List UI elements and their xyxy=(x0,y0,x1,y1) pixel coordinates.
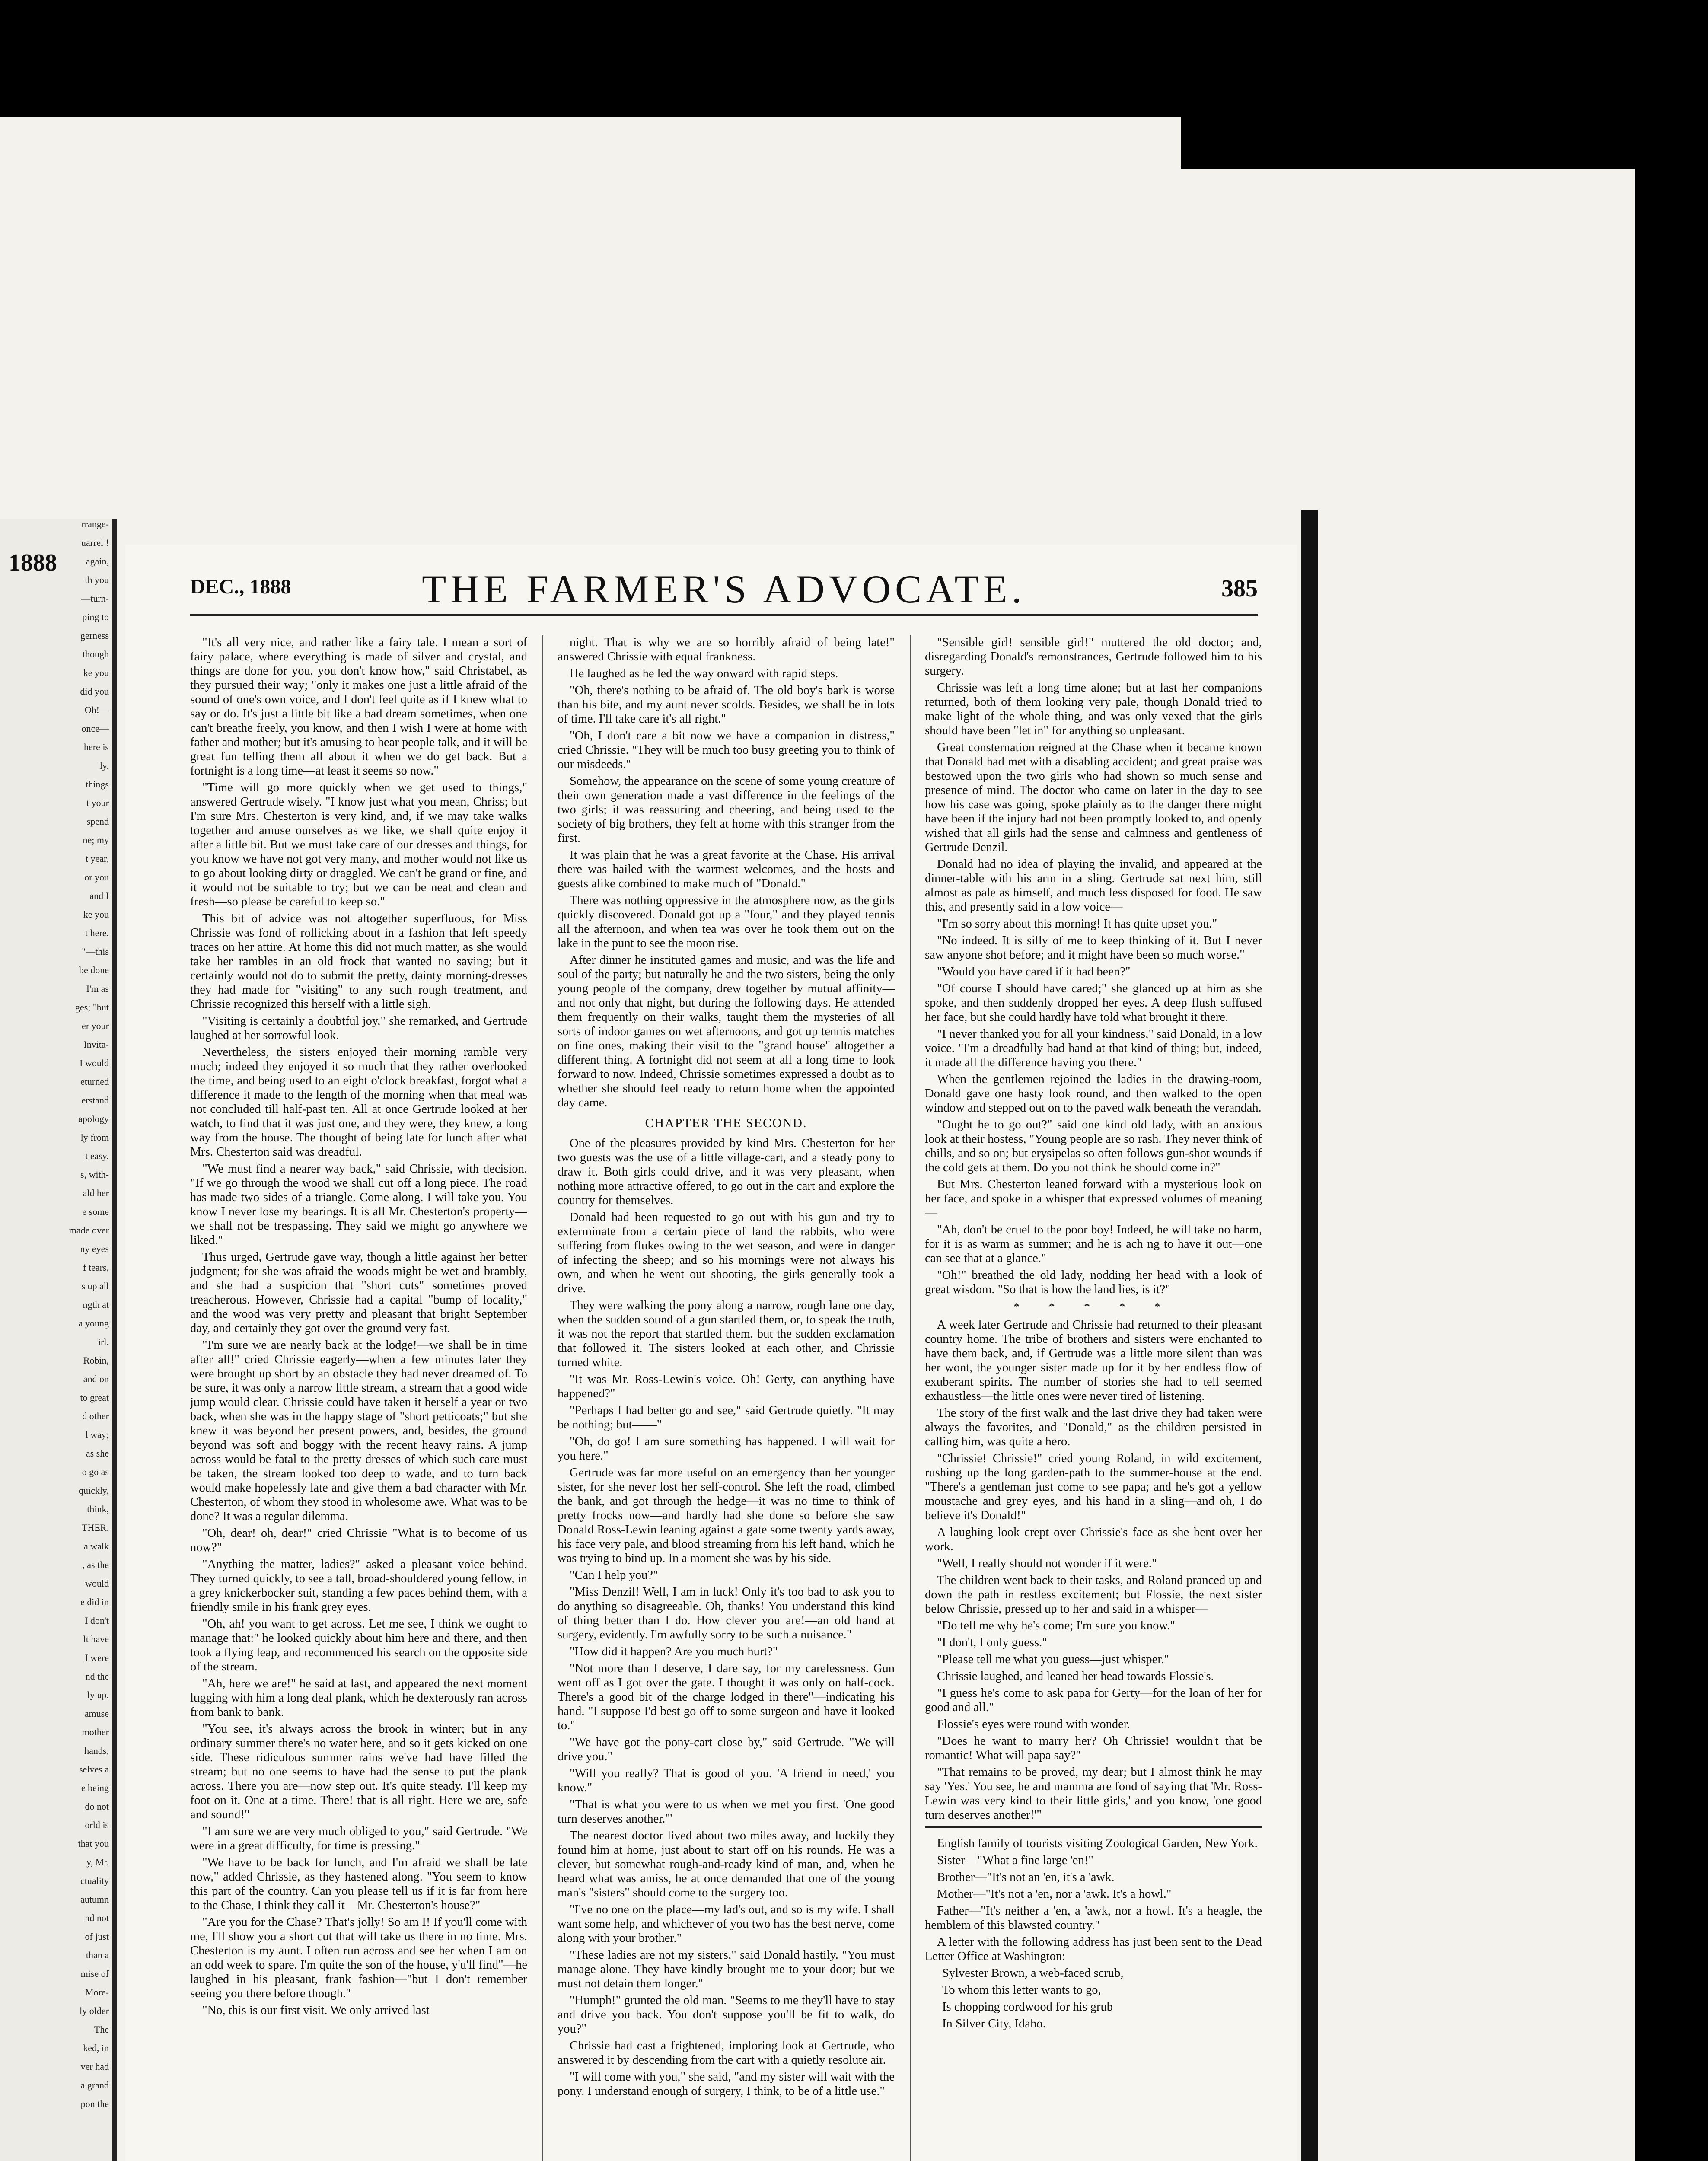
adjacent-page-line: or you xyxy=(84,872,109,883)
article-paragraph: "I don't, I only guess." xyxy=(937,1636,1047,1649)
article-paragraph: "Anything the matter, ladies?" asked a pleasant voice behind. They turned quickly, to see a tall, broad-shouldered young fellow, in a grey knickerbocker suit, standing a few paces behind them, with a friendly smile in his frank grey eyes. xyxy=(190,1558,527,1614)
adjacent-page-line: did you xyxy=(80,686,109,697)
article-paragraph: "Are you for the Chase? That's jolly! So am I! If you'll come with me, I'll show you a short cut that will take us there in no time. Mrs. Chesterton is my aunt. I often run across and see her when I am on an odd week to spare. I'm quite the son of the house, y'u'll find"—he laughed in his pleasant, frank fashion—"but I don't remember seeing you there before though." xyxy=(190,1916,527,2000)
adjacent-page-line: I would xyxy=(80,1058,109,1068)
adjacent-page-line: d other xyxy=(82,1411,109,1422)
adjacent-page-line: rrange- xyxy=(81,519,109,529)
page-number: 385 xyxy=(1221,575,1258,602)
adjacent-page-line: ke you xyxy=(83,667,109,678)
article-paragraph: When the gentlemen rejoined the ladies in the drawing-room, Donald gave one hasty look round, and then walked to the open window and stepped out on to the paved walk beneath the verandah. xyxy=(925,1073,1262,1115)
adjacent-page-line: f tears, xyxy=(83,1262,109,1273)
adjacent-page-line: nd not xyxy=(85,1912,109,1923)
adjacent-page-line: would xyxy=(85,1578,109,1589)
article-paragraph: The nearest doctor lived about two miles away, and luckily they found him at home, just about to start off on his rounds. He was a clever, but somewhat rough-and-ready kind of man, and, when he heard what was amiss, he at once demanded that one of the young man's "sisters" should come to the surgery too. xyxy=(558,1829,895,1900)
article-paragraph: "I've no one on the place—my lad's out, and so is my wife. I shall want some help, and whichever of you two has the best nerve, come along with your brother." xyxy=(558,1903,895,1945)
adjacent-page-line: The xyxy=(94,2024,109,2035)
article-paragraph: "Will you really? That is good of you. 'A friend in need,' you know." xyxy=(558,1767,895,1794)
adjacent-page-line: mise of xyxy=(80,1968,109,1979)
adjacent-page-fragment xyxy=(0,519,117,2161)
adjacent-page-line: than a xyxy=(86,1950,109,1960)
article-paragraph: "Oh, do go! I am sure something has happened. I will wait for you here." xyxy=(558,1435,895,1463)
article-paragraph: "Time will go more quickly when we get used to things," answered Gertrude wisely. "I know just what you mean, Chriss; but I'm sure Mrs. Chesterton is very kind, and, if we may take walks together and amuse ourselves as we like, we shall quite enjoy it after a little bit. But we must take care of our dresses and things, for you know we have not got very many, and mother would not like us to go about looking dirty or draggled. We can't be grand or fine, and it would not be suitable to try; but we can be neat and clean and fresh—so please be careful to keep so." xyxy=(190,781,527,908)
adjacent-page-line: ne; my xyxy=(83,835,109,845)
adjacent-page-line: irl. xyxy=(98,1336,109,1347)
adjacent-page-line: orld is xyxy=(85,1820,109,1830)
article-paragraph: "It's all very nice, and rather like a fairy tale. I mean a sort of fairy palace, where everything is made of silver and crystal, and things are done for you, you don't know how," said Christabel, as they pursued their way; "only it makes one just a little afraid of the sound of one's own voice, and I don't feel quite as if I knew what to say or do. It's just a little bit like a bad dream sometimes, when one can't breathe freely, you know, and then I wish I were at home with father and mother; but it's amusing to hear people talk, and it will be great fun telling them all about it when we do get back. But a fortnight is a long time—at least it seems so now." xyxy=(190,636,527,778)
adjacent-page-line: t easy, xyxy=(85,1151,109,1161)
adjacent-page-line: things xyxy=(86,779,109,790)
article-paragraph: "We have to be back for lunch, and I'm afraid we shall be late now," added Chrissie, as they hastened along. "You seem to know this part of the country. Can you please tell us if it is far from here to the Chase, I think they call it—Mr. Chesterton's house?" xyxy=(190,1856,527,1912)
verse-line: Is chopping cordwood for his grub xyxy=(942,2000,1113,2014)
article-paragraph: "Does he want to marry her? Oh Chrissie! wouldn't that be romantic! What will papa say?" xyxy=(925,1734,1262,1762)
article-paragraph: English family of tourists visiting Zoological Garden, New York. xyxy=(937,1837,1258,1850)
adjacent-page-line: ked, in xyxy=(83,2043,109,2053)
adjacent-page-line: ping to xyxy=(82,612,109,622)
adjacent-page-line: t year, xyxy=(85,853,109,864)
adjacent-page-line: THER. xyxy=(82,1522,109,1533)
article-paragraph: "Please tell me what you guess—just whisper." xyxy=(937,1653,1169,1666)
adjacent-page-line: spend xyxy=(86,816,109,827)
adjacent-page-text xyxy=(0,519,112,2110)
adjacent-page-line: t your xyxy=(86,797,109,808)
scan-border-top xyxy=(0,0,1708,117)
article-paragraph: "It was Mr. Ross-Lewin's voice. Oh! Gerty, can anything have happened?" xyxy=(558,1373,895,1400)
adjacent-page-line: ctuality xyxy=(80,1875,109,1886)
article-paragraph: "Sensible girl! sensible girl!" muttered the old doctor; and, disregarding Donald's remonstrances, Gertrude followed him to his surgery. xyxy=(925,636,1262,678)
article-paragraph: "No, this is our first visit. We only arrived last xyxy=(202,2004,430,2017)
adjacent-page-line: again, xyxy=(86,556,109,567)
adjacent-page-line: lt have xyxy=(83,1634,109,1645)
adjacent-page-line: do not xyxy=(85,1801,109,1812)
article-paragraph: "Not more than I deserve, I dare say, for my carelessness. Gun went off as I got over the gate. I thought it was only on half-cock. There's a good bit of the charge lodged in there"—indicating his hand. "I suppose I'd best go off to some surgeon and have it looked to." xyxy=(558,1662,895,1732)
adjacent-page-line: eturned xyxy=(80,1076,109,1087)
article-paragraph: "We must find a nearer way back," said Chrissie, with decision. "If we go through the wood we shall cut off a long piece. The road has made two sides of a triangle. Come along. I will take you. You know I never lose my bearings. It is all Mr. Chesterton's property—we shall not be trespassing. They said we might go anywhere we liked." xyxy=(190,1162,527,1247)
adjacent-page-line: amuse xyxy=(84,1708,109,1719)
article-paragraph: "Oh, there's nothing to be afraid of. The old boy's bark is worse than his bite, and my aunt never scolds. Besides, we shall be in lots of time. I'll take care it's all right." xyxy=(558,684,895,726)
adjacent-page-line: nd the xyxy=(85,1671,109,1682)
article-paragraph: The story of the first walk and the last drive they had taken were always the favorites, and "Donald," as the children persisted in calling him, was quite a hero. xyxy=(925,1406,1262,1448)
adjacent-page-line: o go as xyxy=(82,1466,109,1477)
masthead-title: THE FARMER'S ADVOCATE. xyxy=(422,567,1026,611)
adjacent-page-line: think, xyxy=(87,1504,109,1514)
article-paragraph: Donald had no idea of playing the invalid, and appeared at the dinner-table with his arm in a sling. Gertrude sat next him, still almost as pale as himself, and much less disposed for food. He saw this, and presently said in a low voice— xyxy=(925,857,1262,914)
page-header xyxy=(190,562,1258,616)
scan-border-right xyxy=(1635,0,1708,2161)
article-paragraph: The children went back to their tasks, and Roland pranced up and down the path in restless excitement; but Flossie, the next sister below Chrissie, pressed up to her and said in a whisper— xyxy=(925,1574,1262,1616)
adjacent-page-line: selves a xyxy=(79,1764,109,1775)
article-paragraph: Gertrude was far more useful on an emergency than her younger sister, for she never lost her self-control. She left the road, climbed the bank, and got through the hedge—it was no time to think of pretty frocks now—and hardly had she done so before she saw Donald Ross-Lewin leaning against a gate some twenty yards away, his face very pale, and blood streaming from his left hand, which he was trying to bind up. In a moment she was by his side. xyxy=(558,1466,895,1565)
article-paragraph: Flossie's eyes were round with wonder. xyxy=(937,1718,1130,1731)
article-paragraph: "Ah, don't be cruel to the poor boy! Indeed, he will take no harm, for it is as warm as summer; and he is ach ng to have it out—one can see that at a glance." xyxy=(925,1223,1262,1265)
article-paragraph: Brother—"It's not an 'en, it's a 'awk. xyxy=(937,1871,1115,1884)
article-paragraph: Father—"It's neither a 'en, a 'awk, nor a howl. It's a heagle, the hemblem of this blawsted country." xyxy=(925,1904,1262,1932)
article-paragraph: "How did it happen? Are you much hurt?" xyxy=(570,1645,778,1658)
adjacent-page-line: t here. xyxy=(85,928,109,938)
adjacent-page-line: ly. xyxy=(99,760,109,771)
article-paragraph: "Ah, here we are!" he said at last, and appeared the next moment lugging with him a long deal plank, which he dexterously ran across from bank to bank. xyxy=(190,1677,527,1719)
article-paragraph: This bit of advice was not altogether superfluous, for Miss Chrissie was fond of rollicking about in a fashion that left speedy traces on her attire. At home this did not much matter, as she would take her rambles in an old frock that wanted no saving; but it certainly would not do to submit the pretty, dainty morning-dresses they had made for "visiting" to any such rough treatment, and Chrissie recognized this herself with a little sigh. xyxy=(190,912,527,1011)
adjacent-page-line: ny eyes xyxy=(80,1243,109,1254)
article-paragraph: "Chrissie! Chrissie!" cried young Roland, in wild excitement, rushing up the long garden-path to the summer-house at the end. "There's a gentleman just come to see papa; and he's got a yellow moustache and grey eyes, and his hand in a sling—and oh, I do believe it's Donald!" xyxy=(925,1452,1262,1522)
adjacent-page-line: gerness xyxy=(80,630,109,641)
text-column-3 xyxy=(925,635,1262,2161)
newspaper-page xyxy=(125,545,1297,2161)
column-rule xyxy=(542,635,543,2161)
section-divider xyxy=(925,1826,1262,1828)
adjacent-page-line: Robin, xyxy=(83,1355,109,1366)
adjacent-page-line: s, with- xyxy=(80,1169,109,1180)
article-paragraph: Chrissie was left a long time alone; but at last her companions returned, both of them looking very pale, though Donald tried to make light of the whole thing, and was only vexed that the girls should have been "let in" for anything so unpleasant. xyxy=(925,681,1262,737)
adjacent-page-line: mother xyxy=(82,1727,109,1737)
adjacent-page-line: and I xyxy=(89,890,109,901)
text-column-1 xyxy=(190,635,527,2161)
section-break-stars: * * * * * xyxy=(1013,1300,1173,1314)
article-paragraph: "Oh, ah! you want to get across. Let me see, I think we ought to manage that:" he looked quickly about him here and there, and then took a flying leap, and recommenced his search on the opposite side of the stream. xyxy=(190,1617,527,1673)
adjacent-page-line: Oh!— xyxy=(84,704,109,715)
article-paragraph: "That remains to be proved, my dear; but I almost think he may say 'Yes.' You see, he and mamma are fond of saying that 'Mr. Ross-Lewin was very kind to their little girls,' and you know, 'one good turn deserves another!'" xyxy=(925,1766,1262,1822)
article-paragraph: Donald had been requested to go out with his gun and try to exterminate from a certain piece of land the rabbits, who were suffering from flukes owing to the wet season, and were in danger of infecting the sheep; and so his mornings were not always his own, and when he went out shooting, the girls generally took a drive. xyxy=(558,1211,895,1295)
adjacent-page-line: e did in xyxy=(80,1597,109,1607)
article-paragraph: "Oh!" breathed the old lady, nodding her head with a look of great wisdom. "So that is how the land lies, is it?" xyxy=(925,1269,1262,1296)
adjacent-page-line: I were xyxy=(85,1652,109,1663)
adjacent-page-line: th you xyxy=(85,574,109,585)
article-paragraph: "I'm sure we are nearly back at the lodge!—we shall be in time after all!" cried Chrissie eagerly—when a few minutes later they were brought up short by an obstacle they had never dreamed of. To be sure, it was only a narrow little stream, a stream that a good wide jump would clear. Chrissie could have taken it herself a year or two back, when she was in the happy stage of "short petticoats;" but she knew it was beyond her present powers, and, besides, the ground beyond was soft and boggy with the recent heavy rains. A jump across would be fatal to the pretty dresses of which such care must be taken, the stream looked too deep to wade, and to turn back would make hopelessly late and give them a bad character with Mr. Chesterton, of whom they stood in wholesome awe. What was to be done? It was a regular dilemma. xyxy=(190,1339,527,1523)
article-paragraph: "Visiting is certainly a doubtful joy," she remarked, and Gertrude laughed at her sorrowful look. xyxy=(190,1014,527,1042)
adjacent-page-line: though xyxy=(82,649,109,660)
adjacent-page-line: of just xyxy=(85,1931,109,1942)
verse-line: To whom this letter wants to go, xyxy=(942,1983,1101,1997)
article-paragraph: "Oh, I don't care a bit now we have a companion in distress," cried Chrissie. "They will be much too busy greeting you to think of our misdeeds." xyxy=(558,729,895,771)
adjacent-page-line: ngth at xyxy=(83,1299,109,1310)
article-paragraph: There was nothing oppressive in the atmosphere now, as the girls quickly discovered. Donald got up a "four," and they played tennis all the afternoon, and when tea was over he took them out on the lake in the punt to see the moon rise. xyxy=(558,894,895,950)
scan-border-top-right xyxy=(1181,117,1635,169)
article-paragraph: "These ladies are not my sisters," said Donald hastily. "You must manage alone. They have kindly brought me to your door; but we must not detain them longer." xyxy=(558,1948,895,1990)
adjacent-page-line: quickly, xyxy=(78,1485,109,1496)
article-paragraph: "I will come with you," she said, "and my sister will wait with the pony. I understand enough of surgery, I think, to be of a little use." xyxy=(558,2070,895,2098)
article-paragraph: Thus urged, Gertrude gave way, though a little against her better judgment; for she was afraid the woods might be wet and brambly, and she had a suspicion that "short cuts" sometimes proved treacherous. However, Chrissie had a capital "bump of locality," and the wood was very pretty and pleasant that bright September day, and certainly they got over the ground very fast. xyxy=(190,1250,527,1335)
article-paragraph: But Mrs. Chesterton leaned forward with a mysterious look on her face, and spoke in a whisper that expressed volumes of meaning— xyxy=(925,1178,1262,1220)
adjacent-page-line: ly up. xyxy=(87,1689,109,1700)
page-edge-shadow xyxy=(1301,510,1318,2161)
article-paragraph: They were walking the pony along a narrow, rough lane one day, when the sudden sound of a gun startled them, or, to speak the truth, it was not the report that startled them, but the sudden exclamation that followed it. The sisters looked at each other, and Chrissie turned white. xyxy=(558,1299,895,1369)
adjacent-page-line: hands, xyxy=(84,1745,109,1756)
article-paragraph: "Of course I should have cared;" she glanced up at him as she spoke, and then suddenly dropped her eyes. A deep flush suffused her face, but she could hardly have told what brought it there. xyxy=(925,982,1262,1024)
verse-line: Sylvester Brown, a web-faced scrub, xyxy=(942,1967,1124,1980)
adjacent-page-line: ges; "but xyxy=(75,1002,109,1013)
article-paragraph: Chrissie had cast a frightened, imploring look at Gertrude, who answered it by descending from the cart with a quietly resolute air. xyxy=(558,2039,895,2067)
article-paragraph: "Miss Denzil! Well, I am in luck! Only it's too bad to ask you to do anything so disagreeable. Oh, thanks! You understand this kind of thing better than I do. How clever you are!—an old hand at surgery, evidently. I'm awfully sorry to be such a nuisance." xyxy=(558,1585,895,1641)
adjacent-page-line: a walk xyxy=(83,1541,109,1552)
adjacent-page-line: as she xyxy=(86,1448,109,1459)
adjacent-page-line: —turn- xyxy=(81,593,109,604)
article-paragraph: After dinner he instituted games and music, and was the life and soul of the party; but naturally he and the two sisters, being the only young people of the company, drew together by mutual affinity—and not only that night, but during the following days. He attended them frequently on their walks, taught them the mysteries of all sorts of indoor games on wet afternoons, and got up tennis matches on fine ones, making their visit to the "grand house" altogether a different thing. A fortnight did not seem at all a long time to look forward to now. Indeed, Chrissie sometimes expressed a doubt as to whether she should feel ready to return home when the appointed day came. xyxy=(558,953,895,1109)
article-paragraph: Somehow, the appearance on the scene of some young creature of their own generation made a vast difference in the feelings of the two girls; it was reassuring and cheering, and being used to the society of big brothers, they felt at home with this stranger from the first. xyxy=(558,775,895,845)
adjacent-page-line: be done xyxy=(79,965,109,975)
adjacent-page-line: and on xyxy=(83,1374,109,1384)
adjacent-page-line: autumn xyxy=(80,1894,109,1905)
article-paragraph: "No indeed. It is silly of me to keep thinking of it. But I never saw anyone shot before; and it might have been so much worse." xyxy=(925,934,1262,962)
adjacent-page-line: that you xyxy=(78,1838,109,1849)
article-paragraph: He laughed as he led the way onward with rapid steps. xyxy=(570,667,838,680)
article-paragraph: Nevertheless, the sisters enjoyed their morning ramble very much; indeed they enjoyed it so much that they rather overlooked the time, and being used to an eight o'clock breakfast, forgot what a difference it made to the length of the morning when that meal was not concluded till half-past ten. All at once Gertrude looked at her watch, to find that it was just one, and they were, they knew, a long way from the house. The thought of being late for lunch after what Mrs. Chesterton said was dreadful. xyxy=(190,1045,527,1159)
article-paragraph: "Oh, dear! oh, dear!" cried Chrissie "What is to become of us now?" xyxy=(190,1527,527,1554)
adjacent-page-year: 1888 xyxy=(9,549,57,576)
adjacent-page-line: apology xyxy=(78,1113,109,1124)
adjacent-page-line: here is xyxy=(83,742,109,752)
issue-date: DEC., 1888 xyxy=(190,575,291,598)
adjacent-page-line: "—this xyxy=(82,946,109,957)
adjacent-page-line: erstand xyxy=(81,1095,109,1106)
adjacent-page-line: ly older xyxy=(80,2005,109,2016)
article-paragraph: "That is what you were to us when we met you first. 'One good turn deserves another.'" xyxy=(558,1798,895,1826)
verse-line: In Silver City, Idaho. xyxy=(942,2017,1046,2030)
adjacent-page-line: uarrel ! xyxy=(81,537,109,548)
article-paragraph: A letter with the following address has just been sent to the Dead Letter Office at Washington: xyxy=(925,1935,1262,1963)
article-paragraph: "Humph!" grunted the old man. "Seems to me they'll have to stay and drive you back. You don't suppose you'll be fit to walk, do you?" xyxy=(558,1994,895,2036)
chapter-heading: CHAPTER THE SECOND. xyxy=(645,1116,807,1130)
adjacent-page-line: pon the xyxy=(80,2098,109,2109)
adjacent-page-line: e some xyxy=(82,1206,109,1217)
adjacent-page-line: I don't xyxy=(85,1615,109,1626)
adjacent-page-line: s up all xyxy=(81,1281,109,1291)
adjacent-page-line: e being xyxy=(81,1782,109,1793)
article-paragraph: Chrissie laughed, and leaned her head towards Flossie's. xyxy=(937,1670,1214,1683)
article-paragraph: "We have got the pony-cart close by," said Gertrude. "We will drive you." xyxy=(558,1736,895,1763)
adjacent-page-line: Invita- xyxy=(83,1039,109,1050)
article-paragraph: "Well, I really should not wonder if it were." xyxy=(937,1557,1157,1570)
article-paragraph: A week later Gertrude and Chrissie had returned to their pleasant country home. The tribe of brothers and sisters were enchanted to have them back, and, if Gertrude was a little more silent than was her wont, the younger sister made up for it by her endless flow of exuberant spirits. The number of stories she had to tell seemed exhaustless—the little ones were never tired of listening. xyxy=(925,1318,1262,1403)
article-paragraph: "Do tell me why he's come; I'm sure you know." xyxy=(937,1619,1175,1632)
article-paragraph: Sister—"What a fine large 'en!" xyxy=(937,1854,1093,1867)
article-paragraph: "I'm so sorry about this morning! It has quite upset you." xyxy=(937,917,1217,931)
adjacent-page-line: y, Mr. xyxy=(86,1857,109,1868)
adjacent-page-line: a young xyxy=(78,1318,109,1329)
adjacent-page-line: er your xyxy=(82,1020,109,1031)
adjacent-page-line: once— xyxy=(81,723,109,734)
adjacent-page-line: made over xyxy=(69,1225,109,1236)
article-paragraph: "You see, it's always across the brook in winter; but in any ordinary summer there's no water here, and so it gets kicked on one side. These ridiculous summer rains we've had have filled the stream; but no one seems to have had the sense to put the plank across. There you are—now step out. It's quite steady. I'll keep my foot on it. One at a time. There! that is all right. Here we are, safe and sound!" xyxy=(190,1722,527,1821)
article-paragraph: "Perhaps I had better go and see," said Gertrude quietly. "It may be nothing; but——" xyxy=(558,1404,895,1431)
adjacent-page-line: ly from xyxy=(80,1132,109,1143)
article-paragraph: Mother—"It's not a 'en, nor a 'awk. It's a howl." xyxy=(937,1887,1172,1901)
article-paragraph: "Ought he to go out?" said one kind old lady, with an anxious look at their hostess, "Young people are so rash. They never think of chills, and so on; but erysipelas so often follows gun-shot wounds if the cold gets at them. Do you not think he should come in?" xyxy=(925,1118,1262,1174)
article-paragraph: "Can I help you?" xyxy=(570,1568,658,1582)
text-column-2 xyxy=(558,635,895,2161)
article-paragraph: "I am sure we are very much obliged to you," said Gertrude. "We were in a great difficulty, for time is pressing." xyxy=(190,1825,527,1852)
adjacent-page-line: I'm as xyxy=(86,983,109,994)
article-paragraph: night. That is why we are so horribly afraid of being late!" answered Chrissie with equal frankness. xyxy=(558,636,895,663)
article-paragraph: It was plain that he was a great favorite at the Chase. His arrival there was hailed with the warmest welcomes, and the hosts and guests alike combined to make much of "Donald." xyxy=(558,848,895,890)
adjacent-page-line: ver had xyxy=(80,2061,109,2072)
adjacent-page-line: l way; xyxy=(85,1429,109,1440)
adjacent-page-line: ald her xyxy=(83,1188,109,1198)
column-rule xyxy=(910,635,911,2161)
adjacent-page-line: , as the xyxy=(82,1559,109,1570)
adjacent-page-line: to great xyxy=(80,1392,109,1403)
article-paragraph: A laughing look crept over Chrissie's face as she bent over her work. xyxy=(925,1526,1262,1553)
article-paragraph: "I guess he's come to ask papa for Gerty—for the loan of her for good and all." xyxy=(925,1686,1262,1714)
article-paragraph: One of the pleasures provided by kind Mrs. Chesterton for her two guests was the use of a little village-cart, and a steady pony to draw it. Both girls could drive, and it was very pleasant, when nothing more attractive offered, to go out in the cart and explore the country for themselves. xyxy=(558,1137,895,1207)
adjacent-page-line: a grand xyxy=(80,2080,109,2091)
article-paragraph: Great consternation reigned at the Chase when it became known that Donald had met with a disabling accident; and great praise was bestowed upon the two girls who had shown so much sense and presence of mind. The doctor who came on later in the day to see how his case was going, spoke plainly as to the danger there might have been if the injury had not been promptly looked to, and openly wished that all girls had the sense and calmness and gentleness of Gertrude Denzil. xyxy=(925,741,1262,854)
article-paragraph: "Would you have cared if it had been?" xyxy=(937,965,1131,979)
adjacent-page-line: More- xyxy=(85,1987,109,1998)
adjacent-page-line: ke you xyxy=(83,909,109,920)
article-paragraph: "I never thanked you for all your kindness," said Donald, in a low voice. "I'm a dreadfully bad hand at that kind of thing; but, indeed, it made all the difference having you there." xyxy=(925,1027,1262,1069)
